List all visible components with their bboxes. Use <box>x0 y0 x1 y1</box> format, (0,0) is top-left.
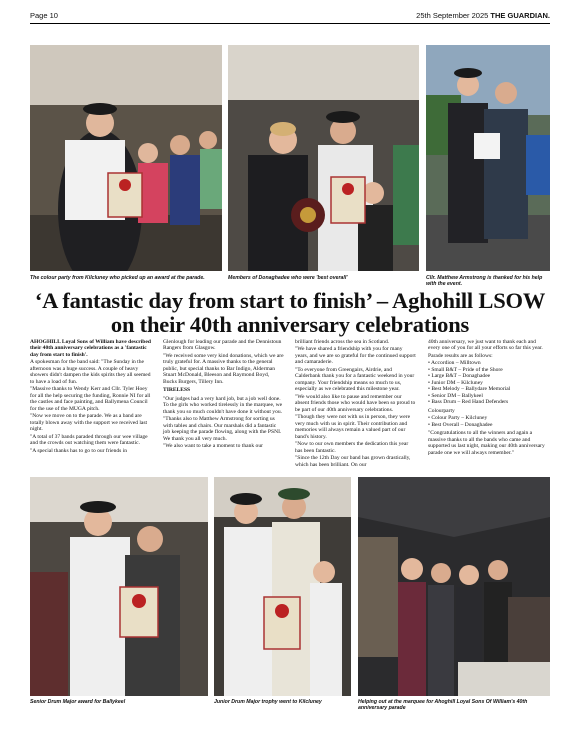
newspaper-name: THE GUARDIAN. <box>490 11 550 20</box>
photo-matthew-armstrong <box>426 45 550 271</box>
article-paragraph: "Though they were not with us in person, they were very much with us in spirit. Their contribution and memories will always remain a valued part of our band's history. <box>295 414 411 440</box>
article-paragraph: "A special thanks has to go to our friends in <box>30 447 128 454</box>
photo-colour-party <box>30 45 222 271</box>
article-column-1 <box>30 339 151 455</box>
header-rule <box>30 23 550 24</box>
article-paragraph: Glenlough for leading our parade and the Dennistoun Rangers from Glasgow. <box>163 339 282 352</box>
caption-photo-5: Junior Drum Major trophy went to Kilcluney <box>214 699 322 705</box>
result-item: • Large B&T – Donaghadee <box>428 373 491 380</box>
result-item: • Accordion – Milltown <box>428 360 481 367</box>
article-paragraph: "Since the 12th Day our band has grown drastically, which has been brilliant. On our <box>295 455 411 468</box>
article-paragraph: "Our judges had a very hard job, but a job well done. To the girls who worked tirelessly in the marquee, we thank you so much couldn't have done it without you. <box>163 395 283 415</box>
result-item: • Colour Party – Kilcluney <box>428 415 488 422</box>
colour-results-list <box>428 415 549 428</box>
article-paragraph: "Thanks also to Matthew Armstrong for sorting us with tables and chairs. Our marshals did a fantastic job keeping the parade flowing, along with the PSNI. We thank you all very much. <box>163 416 282 442</box>
issue-date: 25th September 2025 <box>416 11 489 20</box>
page-number: Page 10 <box>30 11 58 20</box>
result-item: • Bass Drum – Red Hand Defenders <box>428 399 509 406</box>
article-paragraph: "To everyone from Greengairs, Airdrie, and Calderbank thank you for a fantastic weekend in your company. Your friendship means so much to us, especially as we celebrated this milestone year. <box>295 366 415 393</box>
result-item: • Small B&T – Pride of the Shore <box>428 366 503 373</box>
photo-junior-drum-major <box>214 477 351 696</box>
article-paragraph: "We received some very kind donations, which we are truly grateful for. A massive thanks to the general public, but special thanks to Bar Indigo, Alderman Stuart McDonald, Bleeson and Raymond Boyd, Bucks Burgers, Tillery Inn. <box>163 352 284 385</box>
photo-marquee-helpers <box>358 477 550 696</box>
photo-donaghadee <box>228 45 419 271</box>
article-lead-paragraph: AHOGHILL Loyal Sons of William have described their 40th anniversary celebrations as a 'fantastic day from start to finish'. <box>30 339 151 358</box>
result-item: • Best Melody – Ballydare Memorial <box>428 386 511 393</box>
issue-info <box>416 11 550 20</box>
article-column-2 <box>163 339 284 451</box>
article-paragraph: 40th anniversary, we just want to thank each and every one of you for all your efforts so far this year. <box>428 339 543 352</box>
caption-photo-2: Members of Donaghadee who were 'best overall' <box>228 275 348 281</box>
photo-senior-drum-major <box>30 477 208 696</box>
article-column-4 <box>428 339 549 457</box>
caption-photo-4: Senior Drum Major award for Ballykeel <box>30 699 126 705</box>
article-paragraph: Parade results are as follows: <box>428 352 493 359</box>
result-item: • Senior DM – Ballykeel <box>428 392 483 399</box>
article-paragraph: "We also want to take a moment to thank our <box>163 443 263 450</box>
article-paragraph: "We would also like to pause and remember our absent friends those who would have been so proud to be part of our 40th anniversary celebrations. <box>295 393 416 413</box>
article-paragraph: A spokesman for the band said: "The Sunday in the afternoon was a huge success. A couple of heavy showers didn't dampen the kids spirits they all seemed to have a load of fun. <box>30 359 151 385</box>
result-item: • Best Overall – Donaghadee <box>428 421 493 428</box>
results-list <box>428 360 549 405</box>
page-header <box>30 9 550 21</box>
colour-party-label: Colourparty <box>428 407 455 414</box>
article-paragraph: "Now to our own members the dedication this year has been fantastic. <box>295 441 409 454</box>
article-paragraph: "Congratulations to all the winners and again a massive thanks to all the bands who came and supported us last night, making our 40th anniversary parade one we will always remember." <box>428 430 545 456</box>
caption-photo-6: Helping out at the marquee for Ahoghill Loyal Sons Of William's 40th anniversary parade <box>358 699 528 712</box>
article-paragraph: "Massive thanks to Wendy Kerr and Cllr. Tyler Hoey for all the help securing the funding, Ronnie NI for all the castles and face painting, and Ballymena Council for the use of the MUGA pitch. <box>30 386 151 412</box>
article-paragraph: "A total of 37 bands paraded through our wee village and the crowds out watching them were fantastic. <box>30 433 148 447</box>
article-headline: ‘A fantastic day from start to finish’ – Aghohill LSOW on their 40th anniversary celebrations <box>34 288 546 338</box>
caption-photo-1: The colour party from Kilcluney who picked up an award at the parade. <box>30 275 205 281</box>
article-paragraph: "Now we move on to the parade. We as a band are totally blown away with the support we received last night. <box>30 413 148 433</box>
article-paragraph: "We have shared a friendship with you for many years, and we are so grateful for the continued support and camaraderie. <box>295 346 416 366</box>
article-subheading: TIRELESS <box>163 387 191 394</box>
result-item: • Junior DM – Kilcluney <box>428 379 483 386</box>
article-paragraph: brilliant friends across the sea in Scotland. <box>295 339 390 345</box>
caption-photo-3: Cllr. Matthew Armstrong is thanked for his help with the event. <box>426 275 543 288</box>
article-column-3 <box>295 339 416 469</box>
